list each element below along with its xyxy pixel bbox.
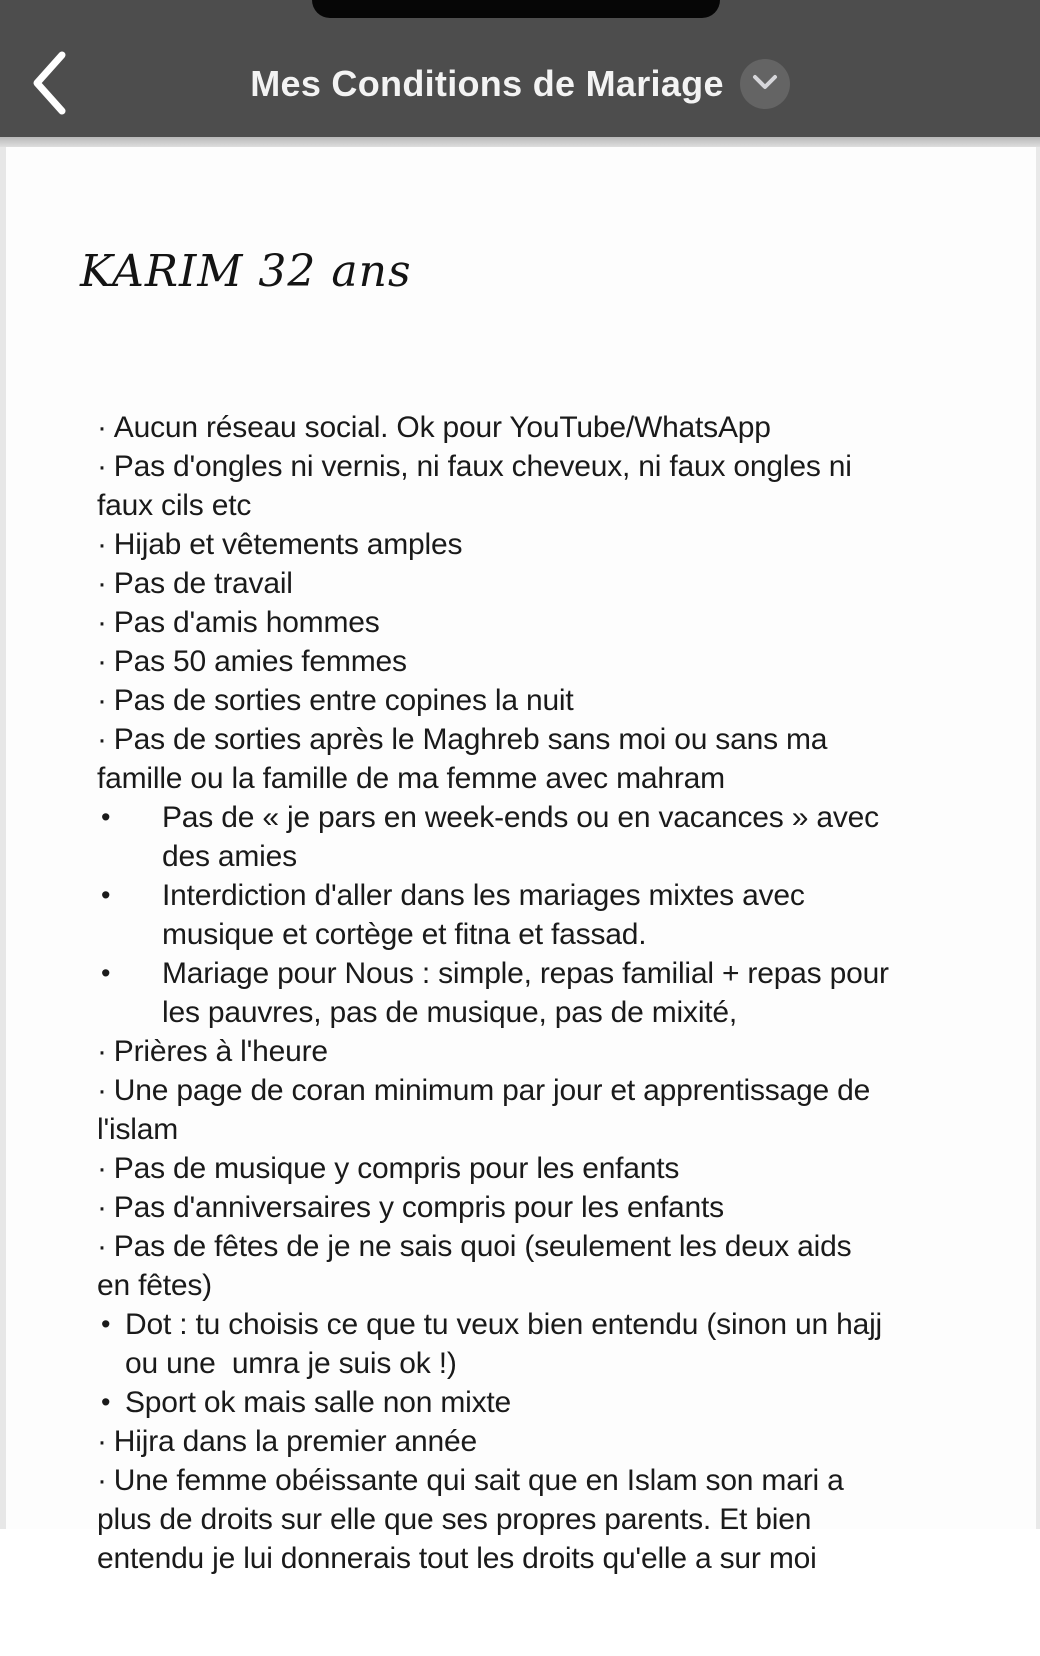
list-item-line: faux cils etc xyxy=(97,489,252,522)
bullet-marker: · xyxy=(97,411,107,444)
list-item-line: · Hijra dans la premier année xyxy=(97,1425,477,1458)
list-item-line: musique et cortège et fitna et fassad. xyxy=(162,918,647,951)
bullet-marker: • xyxy=(101,1387,111,1417)
bullet-marker: · xyxy=(97,1464,107,1497)
list-item-line: des amies xyxy=(162,840,297,873)
list-item-line: Mariage pour Nous : simple, repas familial + repas pour xyxy=(162,957,889,990)
list-item xyxy=(97,408,1010,447)
list-item-line: Pas de « je pars en week-ends ou en vacances » avec xyxy=(162,801,879,834)
list-item xyxy=(97,798,1010,876)
list-item-line: les pauvres, pas de musique, pas de mixité, xyxy=(162,996,738,1029)
title-row xyxy=(0,30,1040,137)
device-notch xyxy=(312,0,720,18)
list-item-line: · Pas de musique y compris pour les enfants xyxy=(97,1152,680,1185)
chevron-down-icon xyxy=(752,73,778,94)
bullet-marker: · xyxy=(97,1191,107,1224)
list-item-line: · Une femme obéissante qui sait que en Islam son mari a xyxy=(97,1464,844,1497)
bullet-marker: · xyxy=(97,1230,107,1263)
condition-list xyxy=(97,408,1010,1578)
list-item-line: · Pas 50 amies femmes xyxy=(97,645,407,678)
list-item-line: ou une umra je suis ok !) xyxy=(125,1347,457,1380)
bullet-marker: · xyxy=(97,1152,107,1185)
list-item xyxy=(97,1461,1010,1578)
list-item-line: · Pas d'ongles ni vernis, ni faux cheveux, ni faux ongles ni xyxy=(97,450,852,483)
list-item xyxy=(97,681,1010,720)
list-item xyxy=(97,1071,1010,1149)
list-item-line: en fêtes) xyxy=(97,1269,212,1302)
list-item xyxy=(97,564,1010,603)
list-item xyxy=(97,720,1010,798)
list-item-line: famille ou la famille de ma femme avec mahram xyxy=(97,762,725,795)
bullet-marker: · xyxy=(97,567,107,600)
document-heading: KARIM 32 ans xyxy=(80,246,412,297)
list-item xyxy=(97,1149,1010,1188)
document-content xyxy=(0,147,1040,1656)
list-item xyxy=(97,642,1010,681)
bullet-marker: · xyxy=(97,645,107,678)
list-item-line: · Pas d'anniversaires y compris pour les enfants xyxy=(97,1191,724,1224)
bullet-marker: · xyxy=(97,450,107,483)
list-item-line: · Une page de coran minimum par jour et apprentissage de xyxy=(97,1074,871,1107)
bullet-marker: · xyxy=(97,528,107,561)
list-item xyxy=(97,876,1010,954)
list-item xyxy=(97,603,1010,642)
list-item-line: Dot : tu choisis ce que tu veux bien entendu (sinon un hajj xyxy=(125,1308,883,1341)
list-item-line: · Hijab et vêtements amples xyxy=(97,528,463,561)
bullet-marker: • xyxy=(101,802,111,832)
list-item-line: · Prières à l'heure xyxy=(97,1035,328,1068)
list-item-line: · Pas d'amis hommes xyxy=(97,606,380,639)
list-item xyxy=(97,1188,1010,1227)
bullet-marker: · xyxy=(97,723,107,756)
list-item xyxy=(97,525,1010,564)
list-item-line: Sport ok mais salle non mixte xyxy=(125,1386,512,1419)
bullet-marker: · xyxy=(97,1425,107,1458)
list-item-line: plus de droits sur elle que ses propres parents. Et bien xyxy=(97,1503,812,1536)
bullet-marker: · xyxy=(97,606,107,639)
bullet-marker: · xyxy=(97,1035,107,1068)
list-item xyxy=(97,1305,1010,1383)
list-item-line: · Pas de travail xyxy=(97,567,293,600)
bullet-marker: • xyxy=(101,880,111,910)
list-item xyxy=(97,1032,1010,1071)
page-title: Mes Conditions de Mariage xyxy=(250,62,724,104)
list-item-line: Interdiction d'aller dans les mariages mixtes avec xyxy=(162,879,805,912)
list-item-line: · Pas de sorties après le Maghreb sans moi ou sans ma xyxy=(97,723,828,756)
list-item xyxy=(97,1422,1010,1461)
bullet-marker: · xyxy=(97,1074,107,1107)
list-item-line: · Pas de sorties entre copines la nuit xyxy=(97,684,574,717)
list-item-line: · Aucun réseau social. Ok pour YouTube/WhatsApp xyxy=(97,411,771,444)
list-item-line: l'islam xyxy=(97,1113,178,1146)
navigation-bar xyxy=(0,0,1040,137)
bullet-marker: • xyxy=(101,1309,111,1339)
document-page xyxy=(0,147,1040,1575)
list-item xyxy=(97,1383,1010,1422)
header-divider xyxy=(0,137,1040,147)
list-item-line: entendu je lui donnerais tout les droits qu'elle a sur moi xyxy=(97,1542,817,1575)
title-dropdown-button[interactable] xyxy=(740,59,790,109)
list-item xyxy=(97,447,1010,525)
bullet-marker: • xyxy=(101,958,111,988)
list-item xyxy=(97,1227,1010,1305)
bullet-marker: · xyxy=(97,684,107,717)
list-item-line: · Pas de fêtes de je ne sais quoi (seulement les deux aids xyxy=(97,1230,852,1263)
list-item xyxy=(97,954,1010,1032)
